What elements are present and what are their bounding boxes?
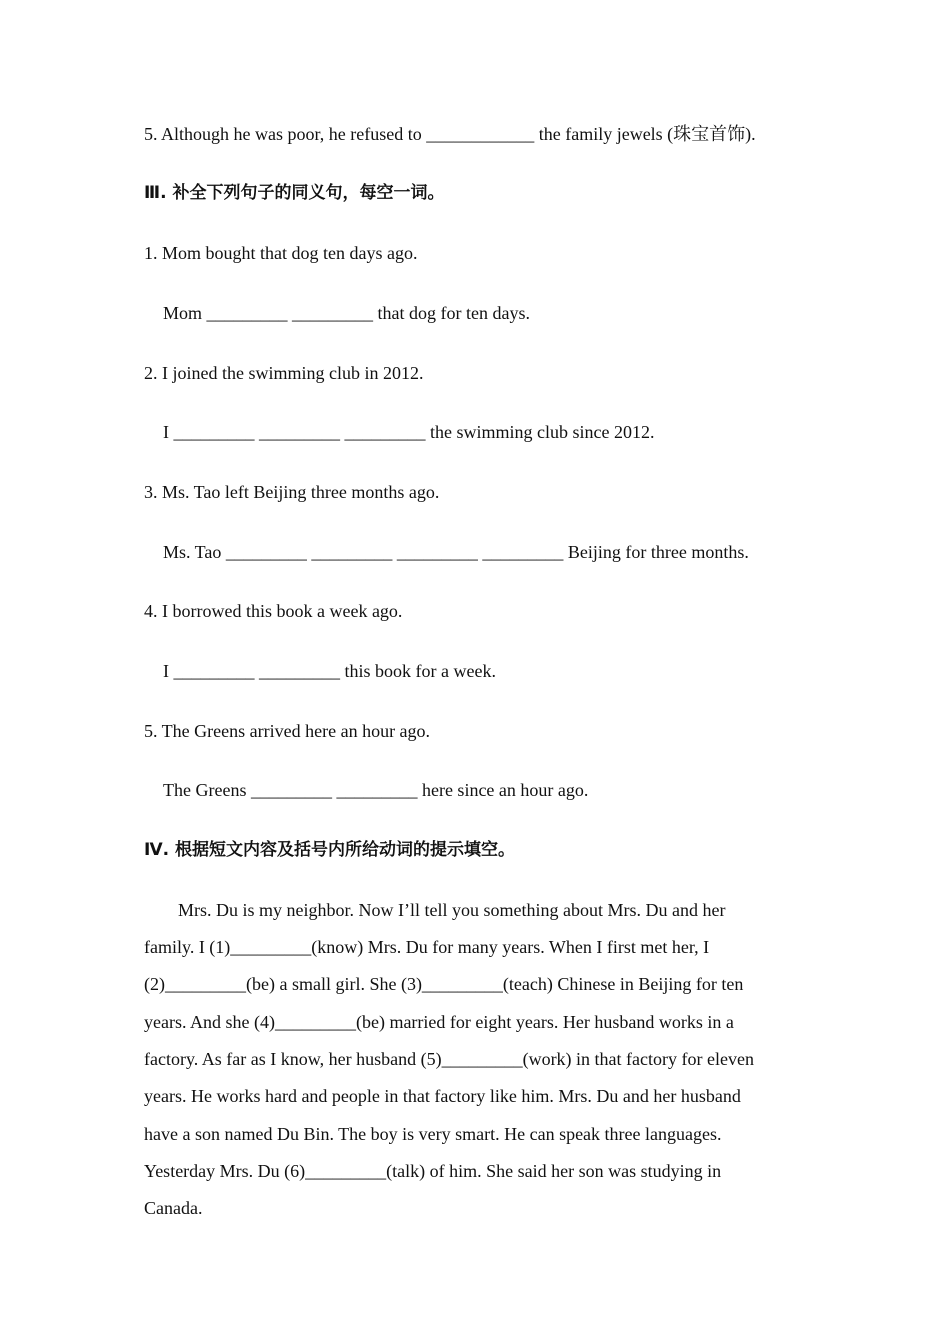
passage-line: factory. As far as I know, her husband (5)_________(work) in that factory for eleven [144,1049,754,1069]
section4-heading: Ⅳ. 根据短文内容及括号内所给动词的提示填空。 [144,840,516,860]
section3-item3-rewrite: Ms. Tao _________ _________ _________ _________ Beijing for three months. [163,542,749,562]
passage-line: have a son named Du Bin. The boy is very smart. He can speak three languages. [144,1124,722,1144]
section3-heading: Ⅲ. 补全下列句子的同义句，每空一词。 [144,183,445,203]
passage-line: years. He works hard and people in that factory like him. Mrs. Du and her husband [144,1086,741,1106]
section3-item1-original: 1. Mom bought that dog ten days ago. [144,243,418,263]
passage-line: Canada. [144,1198,203,1218]
passage-line: (2)_________(be) a small girl. She (3)_________(teach) Chinese in Beijing for ten [144,974,744,994]
section2-item5: 5. Although he was poor, he refused to ____________ the family jewels (珠宝首饰). [144,124,756,144]
passage-line: family. I (1)_________(know) Mrs. Du for many years. When I first met her, I [144,937,710,957]
passage-line: Yesterday Mrs. Du (6)_________(talk) of him. She said her son was studying in [144,1161,722,1181]
section3-item5-original: 5. The Greens arrived here an hour ago. [144,721,431,741]
section3-item2-original: 2. I joined the swimming club in 2012. [144,363,424,383]
section3-item4-rewrite: I _________ _________ this book for a week. [163,661,496,681]
section3-item2-rewrite: I _________ _________ _________ the swimming club since 2012. [163,422,655,442]
section3-item1-rewrite: Mom _________ _________ that dog for ten days. [163,303,530,323]
section3-item3-original: 3. Ms. Tao left Beijing three months ago. [144,482,440,502]
passage-line: years. And she (4)_________(be) married for eight years. Her husband works in a [144,1012,734,1032]
passage-line: Mrs. Du is my neighbor. Now I’ll tell you something about Mrs. Du and her [178,900,726,920]
section3-item4-original: 4. I borrowed this book a week ago. [144,601,403,621]
section3-item5-rewrite: The Greens _________ _________ here since an hour ago. [163,780,589,800]
